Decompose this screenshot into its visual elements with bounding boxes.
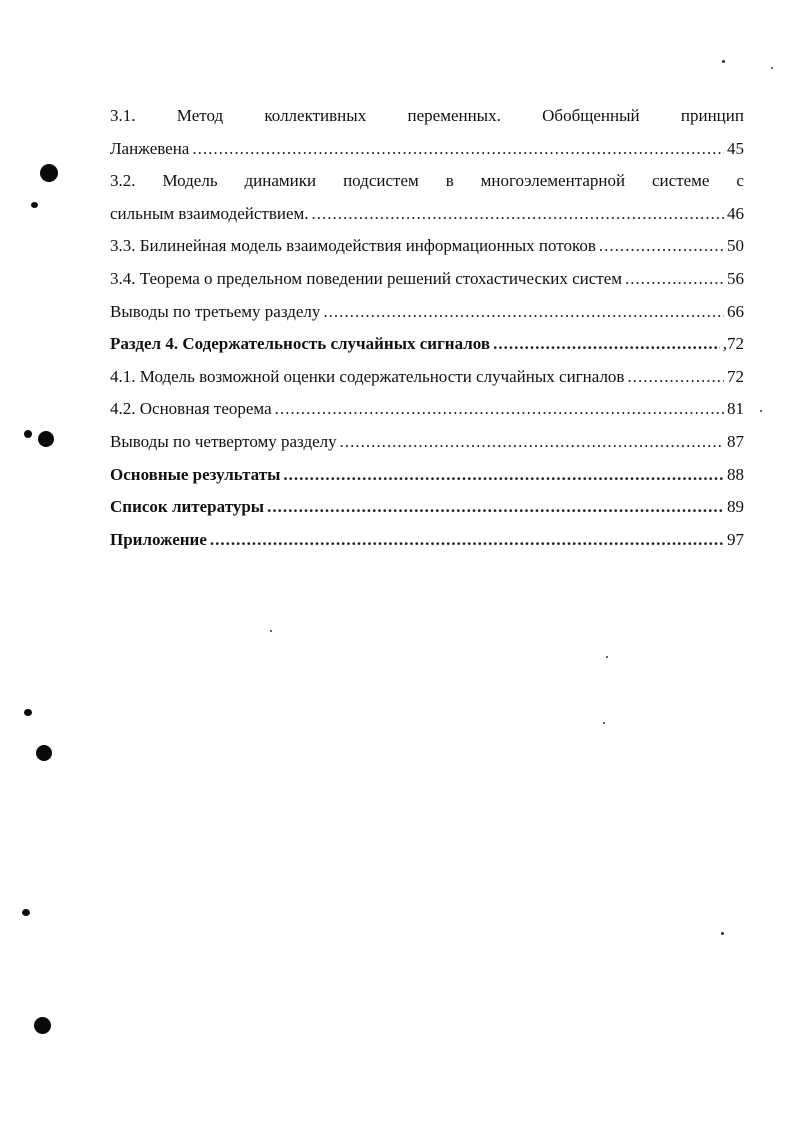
toc-entry-title: Основные результаты — [110, 464, 281, 484]
toc-page-number: 87 — [727, 431, 744, 451]
toc-word: принцип — [680, 106, 744, 125]
toc-page-number: 66 — [727, 301, 744, 321]
toc-entry-title: сильным взаимодействием. — [110, 203, 309, 223]
toc-entry-4-2 — [110, 393, 744, 426]
toc-word: 3.1. — [110, 106, 136, 125]
toc-entry-title: 4.1. Модель возможной оценки содержательности случайных сигналов — [110, 366, 625, 386]
dot-leader — [192, 133, 724, 166]
toc-entry-3-2 — [110, 165, 744, 230]
toc-page-number: 46 — [727, 203, 744, 223]
punch-hole-mark — [31, 202, 38, 208]
scan-speck — [760, 410, 762, 412]
toc-page-number: 89 — [727, 497, 744, 517]
toc-word: в — [445, 171, 454, 191]
toc-word: переменных. — [407, 106, 501, 125]
toc-word: Метод — [176, 106, 224, 125]
dot-leader — [627, 361, 724, 394]
dot-leader — [323, 296, 724, 329]
punch-hole-mark — [36, 745, 52, 761]
toc-entry-main-results — [110, 459, 744, 492]
toc-entry-title: 3.3. Билинейная модель взаимодействия информационных потоков — [110, 236, 596, 256]
toc-entry-title: 4.2. Основная теорема — [110, 399, 272, 419]
punch-hole-mark — [24, 430, 32, 438]
scan-speck — [722, 60, 725, 63]
dot-leader — [283, 459, 724, 492]
toc-word: многоэлементарной — [480, 171, 626, 191]
toc-page-number: 50 — [727, 236, 744, 256]
toc-word: Модель — [162, 171, 218, 191]
toc-word: Обобщенный — [542, 106, 640, 125]
scan-speck — [771, 67, 773, 69]
punch-hole-mark — [38, 431, 54, 447]
table-of-contents — [110, 100, 744, 556]
dot-leader — [493, 328, 720, 361]
toc-page-number: 81 — [727, 399, 744, 419]
toc-entry-appendix — [110, 524, 744, 557]
toc-entry-section-4 — [110, 328, 744, 361]
toc-page-number: 72 — [727, 366, 744, 386]
toc-entry-title: Список литературы — [110, 497, 265, 517]
punch-hole-mark — [40, 164, 58, 182]
toc-entry-first-line — [110, 100, 744, 133]
toc-entry-3-3 — [110, 230, 744, 263]
toc-word: подсистем — [343, 171, 419, 191]
toc-word: динамики — [244, 171, 317, 191]
dot-leader — [267, 491, 724, 524]
toc-entry-title: Выводы по четвертому разделу — [110, 431, 337, 451]
dot-leader — [275, 393, 724, 426]
toc-page-number: 97 — [727, 529, 744, 549]
scan-speck — [603, 722, 605, 724]
toc-entry-last-line — [110, 133, 744, 166]
toc-page-number: ,72 — [722, 334, 744, 354]
scan-speck — [721, 932, 724, 935]
toc-entry-3-4 — [110, 263, 744, 296]
toc-entry-title: Раздел 4. Содержательность случайных сигналов — [110, 334, 491, 354]
toc-entry-section-3-conclusions — [110, 296, 744, 329]
toc-entry-first-line — [110, 165, 744, 198]
toc-page-number: 45 — [727, 138, 744, 158]
toc-word: 3.2. — [110, 171, 136, 191]
toc-word: с — [736, 171, 744, 191]
scan-speck — [270, 630, 272, 632]
punch-hole-mark — [22, 909, 30, 916]
toc-entry-section-4-conclusions — [110, 426, 744, 459]
scan-speck — [606, 656, 608, 658]
toc-entry-title: 3.4. Теорема о предельном поведении решений стохастических систем — [110, 268, 623, 288]
toc-entry-title: Ланжевена — [110, 138, 190, 158]
toc-entry-3-1 — [110, 100, 744, 165]
toc-entry-4-1 — [110, 361, 744, 394]
toc-page-number: 88 — [727, 464, 744, 484]
punch-hole-mark — [24, 709, 32, 716]
dot-leader — [210, 524, 724, 557]
toc-entry-references — [110, 491, 744, 524]
dot-leader — [625, 263, 724, 296]
toc-page-number: 56 — [727, 268, 744, 288]
toc-entry-title: Выводы по третьему разделу — [110, 301, 321, 321]
punch-hole-mark — [34, 1017, 51, 1034]
toc-word: системе — [652, 171, 710, 191]
toc-word: коллективных — [264, 106, 367, 125]
dot-leader — [599, 230, 724, 263]
toc-entry-last-line — [110, 198, 744, 231]
toc-entry-title: Приложение — [110, 529, 207, 549]
dot-leader — [312, 198, 724, 231]
dot-leader — [340, 426, 724, 459]
